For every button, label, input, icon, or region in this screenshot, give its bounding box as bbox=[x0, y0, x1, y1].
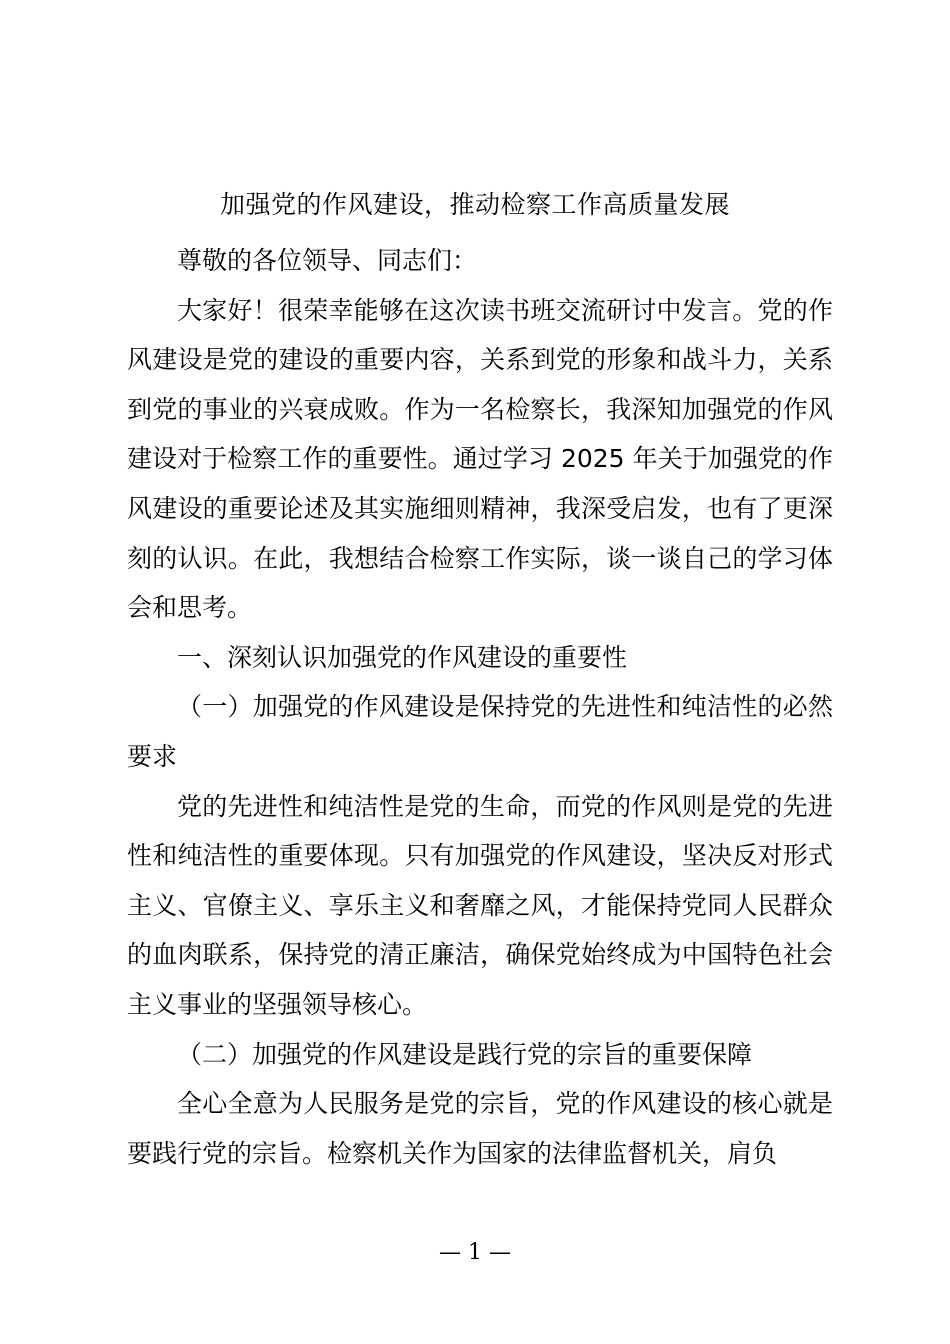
body-paragraph-2: 全心全意为人民服务是党的宗旨，党的作风建设的核心就是要践行党的宗旨。检察机关作为国家的法律监督机关，肩负 bbox=[127, 1089, 833, 1168]
section-heading-1: 一、深刻认识加强党的作风建设的重要性 bbox=[177, 642, 628, 672]
salutation: 尊敬的各位领导、同志们： bbox=[177, 246, 478, 275]
body-paragraph-1: 党的先进性和纯洁性是党的生命，而党的作风则是党的先进性和纯洁性的重要体现。只有加强党的作风建设，坚决反对形式主义、官僚主义、享乐主义和奢靡之风，才能保持党同人民群众的血肉联系，保持党的清正廉洁，确保党始终成为中国特色社会主义事业的坚强领导核心。 bbox=[127, 791, 833, 1019]
document-body bbox=[127, 236, 833, 1178]
page-number: — 1 — bbox=[439, 1240, 511, 1265]
subsection-heading-1: （一）加强党的作风建设是保持党的先进性和纯洁性的必然要求 bbox=[127, 692, 833, 771]
document-title: 加强党的作风建设，推动检察工作高质量发展 bbox=[219, 190, 730, 219]
body-paragraph-intro: 大家好！很荣幸能够在这次读书班交流研讨中发言。党的作风建设是党的建设的重要内容，关系到党的形象和战斗力，关系到党的事业的兴衰成败。作为一名检察长，我深知加强党的作风建设对于检察工作的重要性。通过学习 2025 年关于加强党的作风建设的重要论述及其实施细则精神，我深受启发，也有了更深刻的认识。在此，我想结合检察工作实际，谈一谈自己的学习体会和思考。 bbox=[127, 295, 833, 623]
subsection-heading-2: （二）加强党的作风建设是践行党的宗旨的重要保障 bbox=[177, 1039, 753, 1069]
